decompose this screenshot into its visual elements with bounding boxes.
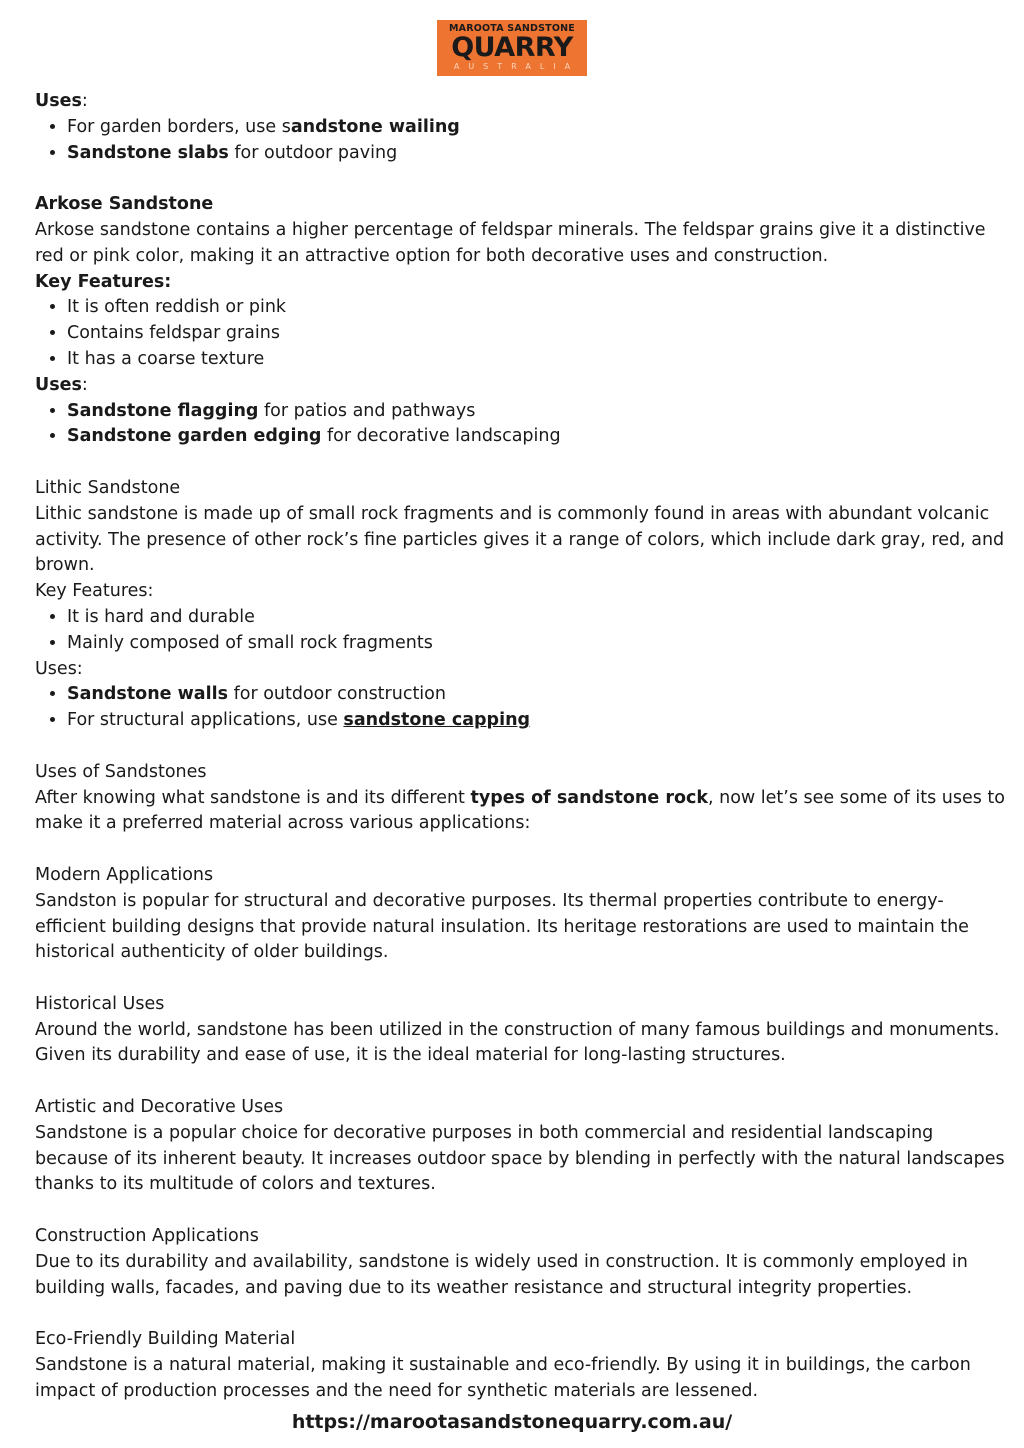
features-list <box>35 605 1010 657</box>
list-item: • For structural applications, use sandstone capping <box>67 708 1010 734</box>
list-item: • Sandstone slabs for outdoor paving <box>67 141 1010 167</box>
section-body: Around the world, sandstone has been utilized in the construction of many famous buildings and monuments. Given its durability and ease of use, it is the ideal material for long-lasting structures. <box>35 1019 1000 1066</box>
list-item: • Contains feldspar grains <box>67 321 1010 347</box>
section-heading: Uses of Sandstones <box>35 761 207 782</box>
section-body: Sandston is popular for structural and decorative purposes. Its thermal properties contribute to energy-efficient building designs that provide natural insulation. Its heritage restorations are used to maintain the historical authenticity of older buildings. <box>35 890 969 963</box>
uses-label: Uses: <box>35 91 88 111</box>
list-item: • It is often reddish or pink <box>67 295 1010 321</box>
section-heading: Lithic Sandstone <box>35 477 181 498</box>
uses-list <box>35 115 1010 167</box>
section-heading: Artistic and Decorative Uses <box>35 1097 284 1118</box>
sandstone-capping-link[interactable]: sandstone capping <box>343 710 531 731</box>
list-item: • It is hard and durable <box>67 605 1010 631</box>
logo-line-1: MAROOTA SANDSTONE <box>449 23 575 34</box>
section-heading: Arkose Sandstone <box>35 194 214 215</box>
list-item: • Sandstone flagging for patios and pathways <box>67 399 1010 425</box>
brand-logo <box>437 20 587 76</box>
key-features-label: Key Features: <box>35 271 172 292</box>
section-body: After knowing what sandstone is and its different types of sandstone rock, now let’s see some of its uses to make it a preferred material across various applications: <box>35 787 1006 834</box>
list-item: • Sandstone garden edging for decorative landscaping <box>67 424 1010 450</box>
logo-line-2: QUARRY <box>451 32 573 63</box>
section-body: Sandstone is a popular choice for decorative purposes in both commercial and residential landscaping because of its inherent beauty. It increases outdoor space by blending in perfectly with the natural landscapes thanks to its multitude of colors and textures. <box>35 1122 1005 1195</box>
section-body: Arkose sandstone contains a higher percentage of feldspar minerals. The feldspar grains give it a distinctive red or pink color, making it an attractive option for both decorative uses and construction. <box>35 219 986 266</box>
section-body: Sandstone is a natural material, making it sustainable and eco-friendly. By using it in buildings, the carbon impact of production processes and the need for synthetic materials are lessened. <box>35 1355 971 1401</box>
section-body: Due to its durability and availability, sandstone is widely used in construction. It is commonly employed in building walls, facades, and paving due to its weather resistance and structural integrity properties. <box>35 1251 968 1298</box>
section-heading: Modern Applications <box>35 864 214 885</box>
key-features-label: Key Features: <box>35 581 154 602</box>
section-heading: Eco-Friendly Building Material <box>35 1329 296 1350</box>
uses-list <box>35 682 1010 734</box>
list-item: • For garden borders, use sandstone wailing <box>67 115 1010 141</box>
uses-list <box>35 399 1010 451</box>
uses-label: Uses: <box>35 374 88 395</box>
footer-url-link[interactable]: https://marootasandstonequarry.com.au/ <box>291 1411 733 1433</box>
list-item: • Sandstone walls for outdoor construction <box>67 682 1010 708</box>
uses-label: Uses: <box>35 658 83 679</box>
section-body: Lithic sandstone is made up of small rock fragments and is commonly found in areas with abundant volcanic activity. The presence of other rock’s fine particles gives it a range of colors, which include dark gray, red, and brown. <box>35 503 1005 576</box>
section-heading: Construction Applications <box>35 1226 259 1247</box>
section-heading: Historical Uses <box>35 993 165 1014</box>
list-item: • It has a coarse texture <box>67 347 1010 373</box>
features-list <box>35 295 1010 372</box>
article-content <box>35 89 1010 1405</box>
list-item: • Mainly composed of small rock fragments <box>67 631 1010 657</box>
logo-line-3: AUSTRALIA <box>453 62 580 71</box>
